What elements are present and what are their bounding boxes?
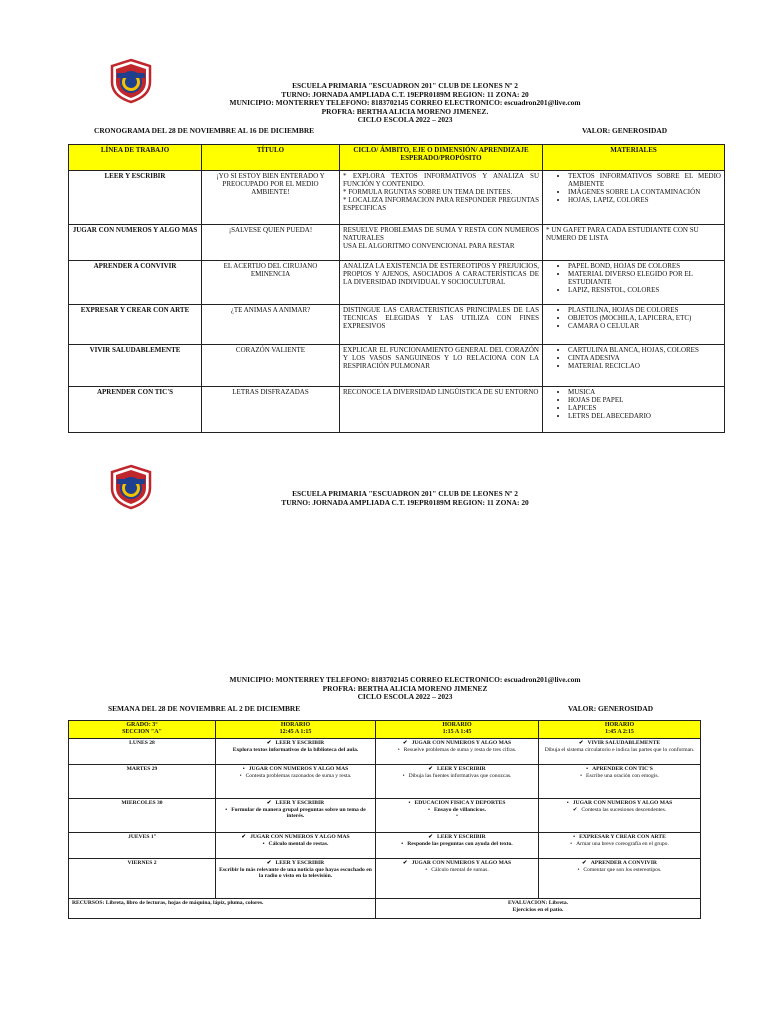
valor-label: VALOR: GENEROSIDAD	[568, 704, 654, 713]
day-cell: MIERCOLES 30	[69, 799, 216, 833]
activity-title-text: LEER Y ESCRIBIR	[436, 834, 486, 840]
activity-title-text: EDUCACION FISICA Y DEPORTES	[414, 800, 506, 806]
activity-title-text: JUGAR CON NUMEROS Y ALGO MAS	[411, 860, 512, 866]
school-municipio: MUNICIPIO: MONTERREY TELEFONO: 8183702145 CORREO ELECTRONICO: escuadron201@live.com	[229, 675, 581, 684]
day-cell: VIERNES 2	[69, 859, 216, 899]
list-item: • MATERIAL RECICLAO	[568, 362, 721, 370]
school-turno: TURNO: JORNADA AMPLIADA C.T. 19EPR0189M REGION: 11 ZONA: 20	[281, 89, 529, 99]
ciclo-cell: * EXPLORA TEXTOS INFORMATIVOS Y ANALIZA SU FUNCIÓN Y CONTENIDO. * FORMULA RGUNTAS SOBRE UN TEMA DE INTEES. * LOCALIZA INFORMACION PARA RESPONDER PREGUNTAS ESPECIFICAS	[340, 171, 543, 225]
evaluacion-label: EVALUACION: Libreta.	[507, 900, 569, 906]
horario-time: 1:45 A 2:15	[605, 729, 634, 735]
bullet-icon: •	[401, 840, 404, 847]
checkmark-icon: ✔	[572, 806, 578, 813]
activity-title	[542, 860, 697, 867]
activity-description-text: Contesta problemas razonados de suma y resta.	[245, 772, 352, 779]
day-cell: JUEVES 1°	[69, 833, 216, 859]
list-item: • CAMARA O CELULAR	[568, 322, 721, 330]
list-item: • PLASTILINA, HOJAS DE COLORES	[568, 306, 721, 314]
activity-cell	[216, 765, 376, 799]
activity-title	[219, 860, 372, 867]
linea-cell: LEER Y ESCRIBIR	[69, 171, 202, 225]
activity-cell	[376, 739, 539, 765]
list-item: • LAPICES	[568, 404, 721, 412]
schedule-body	[69, 739, 701, 899]
activity-cell	[539, 739, 701, 765]
titulo-cell: EL ACERTIJO DEL CIRUJANO EMINENCIA	[202, 261, 340, 305]
table-row	[69, 765, 701, 799]
materiales-cell: * UN GAFET PARA CADA ESTUDIANTE CON SU NUMERO DE LISTA	[543, 225, 725, 261]
school-name: ESCUELA PRIMARIA "ESCUADRON 201" CLUB DE LEONES Nº 2	[292, 489, 518, 498]
checkmark-icon: ✔	[241, 834, 247, 840]
activity-title	[542, 800, 697, 807]
school-cycle: CICLO ESCOLA 2022 – 2023	[357, 115, 453, 125]
list-item: • PAPEL BOND, HOJAS DE COLORES	[568, 262, 721, 270]
bullet-icon: •	[573, 834, 576, 840]
activity-description-text: Escribe una oración con emogis.	[586, 772, 659, 779]
bullet-icon: •	[402, 772, 405, 779]
list-item: • OBJETOS (MOCHILA, LAPICERA, ETC)	[568, 314, 721, 322]
activity-cell	[539, 833, 701, 859]
list-item: • MATERIAL DIVERSO ELEGIDO POR EL ESTUDIANTE	[568, 270, 721, 286]
activity-description-text: Comentar que son los estereotipos.	[583, 866, 662, 873]
activity-title-text: APRENDER CON TIC'S	[592, 766, 653, 772]
materiales-cell	[543, 387, 725, 433]
bullet-icon: •	[566, 800, 569, 806]
linea-cell: VIVIR SALUDABLEMENTE	[69, 345, 202, 387]
activity-cell	[539, 859, 701, 899]
activity-description-text: Contesta las sucesiones descendentes.	[581, 806, 667, 813]
activity-title	[542, 740, 697, 747]
activity-description	[379, 747, 535, 754]
school-header-2	[150, 490, 660, 507]
cronograma-title: CRONOGRAMA DEL 28 DE NOVIEMBRE AL 16 DE DICIEMBRE	[94, 126, 315, 135]
activity-title	[542, 766, 697, 773]
weekly-schedule-table	[68, 720, 701, 919]
activity-description	[219, 867, 372, 880]
activity-cell	[539, 799, 701, 833]
activity-title-text: VIVIR SALUDABLEMENTE	[587, 740, 661, 746]
horario-time: 12:45 A 1:15	[279, 729, 312, 735]
school-crest-icon	[108, 464, 154, 510]
activity-description-text: Armar una breve coreografía en el grupo.	[576, 840, 669, 847]
activity-cell	[216, 833, 376, 859]
list-item: • CINTA ADESIVA	[568, 354, 721, 362]
col-header-ciclo: CICLO/ ÁMBITO, EJE O DIMENSIÓN/ APRENDIZAJE ESPERADO/PROPÓSITO	[340, 145, 543, 171]
activity-title	[379, 766, 535, 773]
materiales-cell	[543, 171, 725, 225]
list-item: • LAPIZ, RESISTOL, COLORES	[568, 286, 721, 294]
checkmark-icon: ✔	[402, 740, 408, 746]
activity-description-text: Responde las preguntas con ayuda del texto.	[407, 840, 513, 847]
activity-title-text: APRENDER A CONVIVIR	[590, 860, 657, 866]
activity-title	[219, 740, 372, 747]
activity-description	[542, 747, 697, 754]
activity-description	[542, 773, 697, 780]
activity-title-text: JUGAR CON NUMEROS Y ALGO MAS	[250, 834, 350, 840]
ciclo-cell: RESUELVE PROBLEMAS DE SUMA Y RESTA CON NUMEROS NATURALES USA EL ALGORITMO CONVENCIONAL PARA RESTAR	[340, 225, 543, 261]
bullet-icon: •	[456, 813, 458, 820]
list-item: • LETRS DEL ABECEDARIO	[568, 412, 721, 420]
activity-description	[219, 841, 372, 848]
activity-cell	[539, 765, 701, 799]
school-turno: TURNO: JORNADA AMPLIADA C.T. 19EPR0189M REGION: 11 ZONA: 20	[281, 497, 529, 507]
activity-description	[219, 747, 372, 754]
col-header-materiales: MATERIALES	[543, 145, 725, 171]
horario-label: HORARIO	[280, 722, 311, 728]
activity-title-text: LEER Y ESCRIBIR	[275, 800, 325, 806]
activity-title	[219, 834, 372, 841]
checkmark-icon: ✔	[266, 800, 272, 806]
table-row	[69, 859, 701, 899]
activity-description-text: Resuelve problemas de suma y resta de tres cifras.	[403, 746, 517, 753]
bullet-icon: •	[408, 800, 411, 806]
activity-title	[379, 834, 535, 841]
table-row	[69, 739, 701, 765]
activity-description-text: Cálculo mental de restas.	[268, 840, 329, 847]
recursos-cell: RECURSOS: Libreta, libro de lecturas, hojas de máquina, lápiz, pluma, colores.	[69, 899, 376, 919]
checkmark-icon: ✔	[402, 860, 408, 866]
activity-description-text: Cálculo mental de sumas.	[431, 866, 489, 873]
activity-title	[379, 800, 535, 807]
grade-header	[69, 721, 216, 739]
linea-cell: APRENDER CON TIC'S	[69, 387, 202, 433]
list-item: • HOJAS DE PAPEL	[568, 396, 721, 404]
activity-title	[219, 766, 372, 773]
checkmark-icon: ✔	[578, 740, 584, 746]
bullet-icon: •	[570, 840, 573, 847]
checkmark-icon: ✔	[428, 834, 433, 840]
bullet-icon: •	[397, 746, 400, 753]
list-item: • MUSICA	[568, 388, 721, 396]
col-header-titulo: TÍTULO	[202, 145, 340, 171]
activity-description	[542, 867, 697, 874]
valor-label: VALOR: GENEROSIDAD	[582, 126, 668, 135]
school-municipio: MUNICIPIO: MONTERREY TELEFONO: 8183702145 CORREO ELECTRONICO: escuadron201@live.com	[229, 98, 581, 108]
horario-header-1	[216, 721, 376, 739]
bullet-icon: •	[580, 772, 583, 779]
activity-cell	[216, 799, 376, 833]
activity-description	[219, 773, 372, 780]
activity-title-text: JUGAR CON NUMEROS Y ALGO MAS	[248, 766, 349, 772]
materiales-cell	[543, 345, 725, 387]
linea-cell: EXPRESAR Y CREAR CON ARTE	[69, 305, 202, 345]
school-crest-icon	[108, 58, 154, 104]
activity-description	[542, 841, 697, 848]
activity-title	[219, 800, 372, 807]
table-row	[69, 799, 701, 833]
col-header-linea: LÍNEA DE TRABAJO	[69, 145, 202, 171]
activity-cell	[216, 739, 376, 765]
titulo-cell: ¡YO SI ESTOY BIEN ENTERADO Y PREOCUPADO POR EL MEDIO AMBIENTE!	[202, 171, 340, 225]
section-label: SECCION "A"	[122, 729, 162, 735]
checkmark-icon: ✔	[266, 860, 272, 866]
activity-title-text: LEER Y ESCRIBIR	[275, 740, 325, 746]
teacher-name: PROFRA: BERTHA ALICIA MORENO JIMENEZ	[322, 683, 488, 693]
activity-cell	[376, 799, 539, 833]
titulo-cell: LETRAS DISFRAZADAS	[202, 387, 340, 433]
school-header	[150, 82, 660, 125]
activity-description-text: Dibuja el sistema circulatorio e indica las partes que lo conforman.	[544, 746, 695, 753]
activity-cell	[376, 833, 539, 859]
activity-title-text: JUGAR CON NUMEROS Y ALGO MAS	[411, 740, 512, 746]
activity-description	[379, 807, 535, 814]
table-row	[69, 833, 701, 859]
linea-cell: JUGAR CON NUMEROS Y ALGO MAS	[69, 225, 202, 261]
table-row	[69, 225, 725, 261]
evaluacion-detail: Ejercicios en el patio.	[512, 906, 564, 913]
activity-title	[379, 860, 535, 867]
bullet-icon: •	[262, 840, 265, 847]
logo	[108, 58, 154, 104]
activity-description	[542, 807, 697, 814]
activity-title-text: JUGAR CON NUMEROS Y ALGO MAS	[572, 800, 673, 806]
school-cycle: CICLO ESCOLA 2022 – 2023	[357, 692, 453, 702]
horario-header-3	[539, 721, 701, 739]
materiales-cell	[543, 261, 725, 305]
ciclo-cell: ANALIZA LA EXISTENCIA DE ESTEREOTIPOS Y PREJUICIOS, PROPIOS Y AJENOS, ASOCIADOS A CARACTERÍSTICAS DE LA DIVERSIDAD INDIVIDUAL Y SOCIOCULTURAL	[340, 261, 543, 305]
ciclo-cell: EXPLICAR EL FUNCIONAMIENTO GENERAL DEL CORAZÓN Y LOS VASOS SANGUINEOS Y LO RELACIONA CON LA RESPIRACIÓN PULMONAR	[340, 345, 543, 387]
day-cell: MARTES 29	[69, 765, 216, 799]
titulo-cell: CORAZÓN VALIENTE	[202, 345, 340, 387]
activity-description-text: Dibuja las fuentes informativas que conozcas.	[408, 772, 512, 779]
titulo-cell: ¿TE ANIMAS A ANIMAR?	[202, 305, 340, 345]
list-item: • TEXTOS INFORMATIVOS SOBRE EL MEDIO AMBIENTE	[568, 172, 721, 188]
activity-title-text: LEER Y ESCRIBIR	[275, 860, 325, 866]
materiales-cell	[543, 305, 725, 345]
checkmark-icon: ✔	[582, 860, 587, 866]
bullet-icon: •	[427, 806, 430, 813]
footer-row	[69, 899, 701, 919]
list-item: • IMÁGENES SOBRE LA CONTAMINACIÓN	[568, 188, 721, 196]
horario-label: HORARIO	[604, 722, 635, 728]
activity-description-text: Explora textos informativos de la biblioteca del aula.	[232, 746, 359, 753]
activity-description	[219, 807, 372, 820]
activity-description-text: Formular de manera grupal preguntas sobre un tema de interés.	[231, 806, 366, 820]
cronograma-table	[68, 144, 725, 433]
school-header-3	[150, 676, 660, 702]
school-name: ESCUELA PRIMARIA "ESCUADRON 201" CLUB DE LEONES Nº 2	[292, 81, 518, 90]
evaluacion-cell	[376, 899, 701, 919]
table-row	[69, 171, 725, 225]
activity-title	[542, 834, 697, 841]
activity-cell	[216, 859, 376, 899]
grade-label: GRADO: 3°	[126, 722, 158, 728]
bullet-icon: •	[239, 772, 242, 779]
horario-time: 1:15 A 1:45	[442, 729, 472, 735]
activity-cell	[376, 859, 539, 899]
bullet-icon: •	[425, 866, 428, 873]
titulo-cell: ¡SALVESE QUIEN PUEDA!	[202, 225, 340, 261]
table-row	[69, 387, 725, 433]
activity-cell	[376, 765, 539, 799]
table-row	[69, 261, 725, 305]
ciclo-cell: DISTINGUE LAS CARACTERISTICAS PRINCIPALES DE LAS TECNICAS ELEGIDAS Y LAS UTILIZA CON FINES EXPRESIVOS	[340, 305, 543, 345]
activity-title-text: LEER Y ESCRIBIR	[436, 766, 486, 772]
horario-label: HORARIO	[442, 722, 472, 728]
checkmark-icon: ✔	[428, 766, 433, 772]
list-item: • CARTULINA BLANCA, HOJAS, COLORES	[568, 346, 721, 354]
activity-description	[379, 867, 535, 874]
table-row	[69, 305, 725, 345]
activity-description	[379, 841, 535, 848]
linea-cell: APRENDER A CONVIVIR	[69, 261, 202, 305]
checkmark-icon: ✔	[266, 740, 272, 746]
activity-title	[379, 740, 535, 747]
day-cell: LUNES 28	[69, 739, 216, 765]
activity-description	[379, 773, 535, 780]
semana-title: SEMANA DEL 28 DE NOVIEMBRE AL 2 DE DICIEMBRE	[108, 704, 301, 713]
activity-title-text: EXPRESAR Y CREAR CON ARTE	[579, 834, 666, 840]
horario-header-2	[376, 721, 539, 739]
activity-description-text: Ensayo de villancicos.	[433, 806, 487, 813]
teacher-name: PROFRA: BERTHA ALICIA MORENO JIMENEZ.	[321, 106, 489, 116]
bullet-icon: •	[225, 806, 228, 813]
bullet-icon: •	[577, 866, 580, 873]
table-row	[69, 345, 725, 387]
bullet-icon: •	[242, 766, 245, 772]
ciclo-cell: RECONOCE LA DIVERSIDAD LINGÜISTICA DE SU ENTORNO	[340, 387, 543, 433]
bullet-icon: •	[586, 766, 589, 772]
logo	[108, 464, 154, 510]
activity-description-text: Escribir lo más relevante de una noticia que hayas escuchado en la radio o visto en la televisión.	[219, 866, 372, 880]
list-item: • HOJAS, LAPIZ, COLORES	[568, 196, 721, 204]
